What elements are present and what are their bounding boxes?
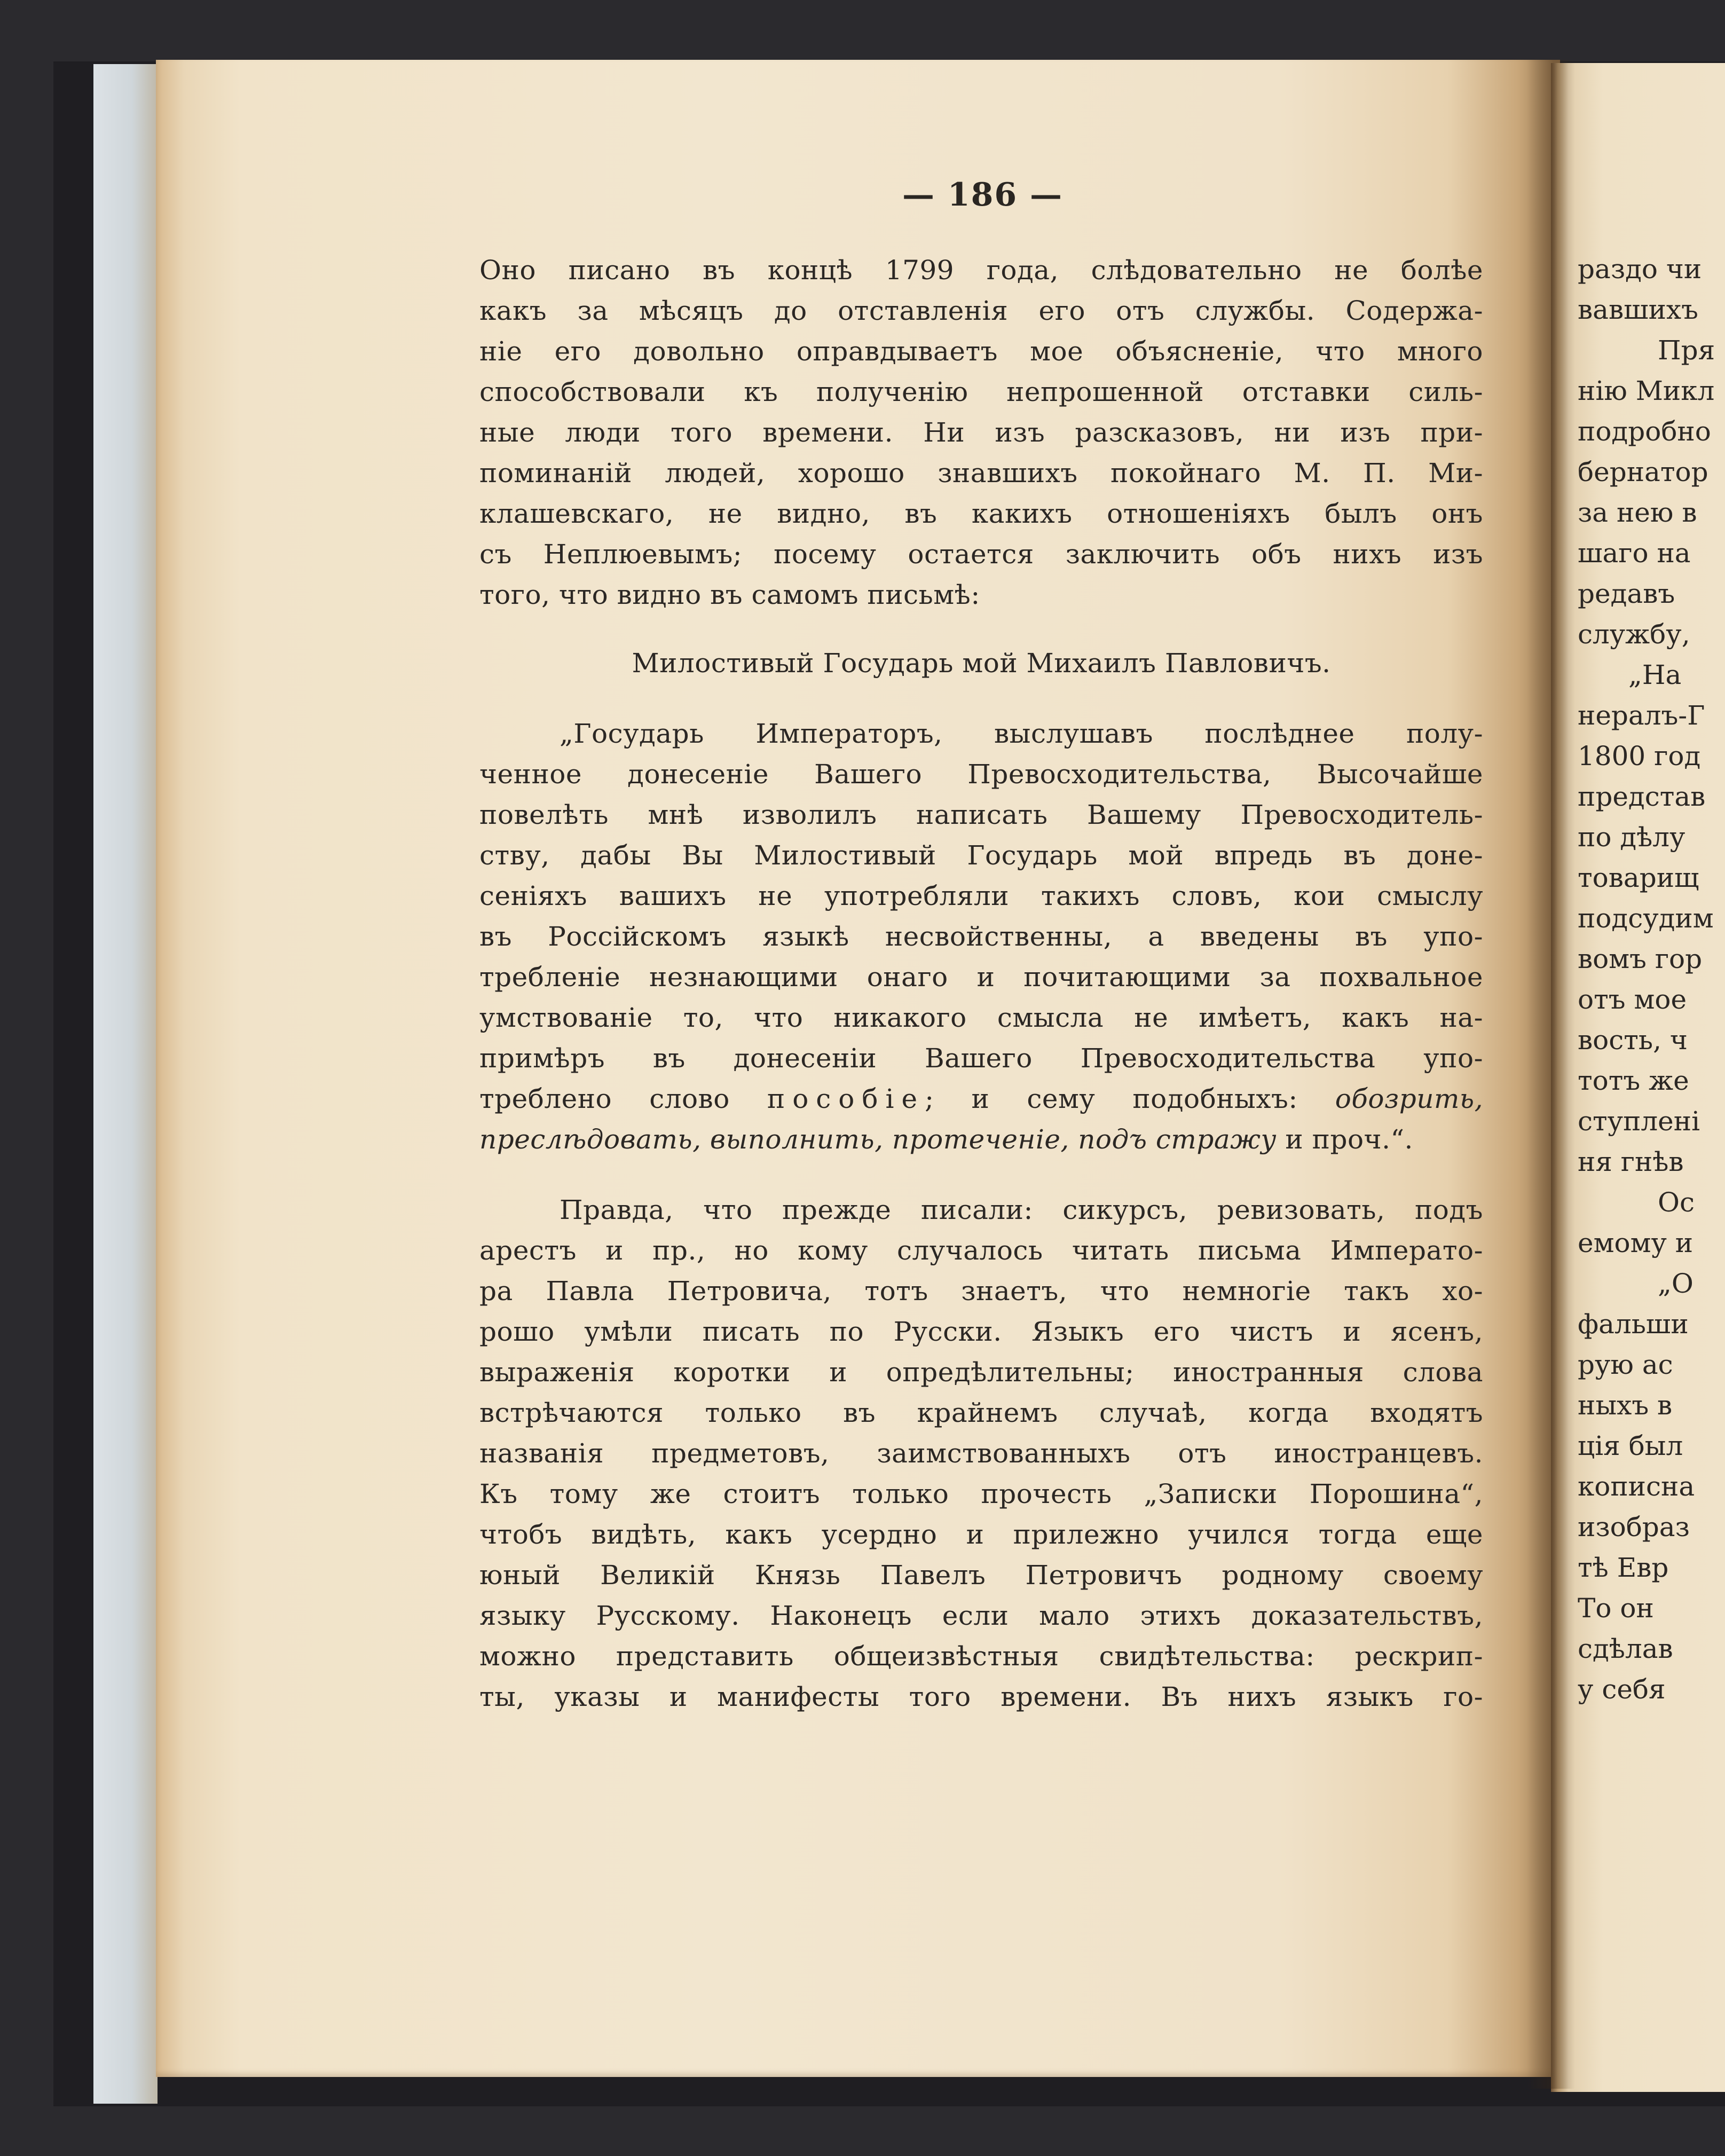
facing-line: То он bbox=[1578, 1593, 1654, 1624]
facing-line: изобраз bbox=[1578, 1512, 1690, 1543]
facing-line: по дѣлу bbox=[1578, 822, 1685, 853]
facing-line: ня гнѣв bbox=[1578, 1146, 1684, 1177]
facing-line: отъ мое bbox=[1578, 984, 1687, 1015]
facing-line: вавшихъ bbox=[1578, 294, 1698, 325]
text-line: можно представить общеизвѣстныя свидѣтельства: рескрип- bbox=[479, 1641, 1483, 1672]
letter-line: сеніяхъ вашихъ не употребляли такихъ словъ, кои смыслу bbox=[479, 880, 1483, 911]
facing-line: шаго на bbox=[1578, 538, 1691, 569]
letter-line: повелѣть мнѣ изволилъ написать Вашему Превосходитель- bbox=[479, 799, 1483, 830]
letter-line: ченное донесеніе Вашего Превосходительства, Высочайше bbox=[479, 759, 1483, 790]
letter-line: умствованіе то, что никакого смысла не имѣетъ, какъ на- bbox=[479, 1002, 1483, 1033]
facing-line: нію Микл bbox=[1578, 375, 1715, 406]
text-line: клашевскаго, не видно, въ какихъ отношеніяхъ былъ онъ bbox=[479, 498, 1483, 529]
facing-page-text bbox=[1578, 249, 1725, 1710]
text-line: ты, указы и манифесты того времени. Въ нихъ языкъ го- bbox=[479, 1681, 1483, 1712]
facing-line: подробно bbox=[1578, 416, 1711, 447]
facing-line: „На bbox=[1628, 659, 1682, 690]
facing-line: емому и bbox=[1578, 1227, 1694, 1258]
facing-line: „О bbox=[1658, 1268, 1694, 1299]
facing-line: службу, bbox=[1578, 619, 1690, 650]
facing-line: ныхъ в bbox=[1578, 1390, 1673, 1421]
facing-line: ція был bbox=[1578, 1430, 1683, 1461]
facing-line: нералъ-Г bbox=[1578, 700, 1705, 731]
text-line: языку Русскому. Наконецъ если мало этихъ доказательствъ, bbox=[479, 1600, 1483, 1631]
facing-line: Пря bbox=[1658, 335, 1715, 366]
text-line: юный Великій Князь Павелъ Петровичъ родному своему bbox=[479, 1560, 1483, 1591]
page-number: — 186 — bbox=[902, 176, 1064, 214]
facing-line: Ос bbox=[1658, 1187, 1695, 1218]
underlying-page-edge bbox=[93, 64, 157, 2104]
text-line: ные люди того времени. Ни изъ разсказовъ, ни изъ при- bbox=[479, 417, 1483, 448]
text-line: съ Неплюевымъ; посему остается заключить объ нихъ изъ bbox=[479, 539, 1483, 570]
facing-line: бернатор bbox=[1578, 457, 1708, 487]
letter-line-lead: треблено слово bbox=[479, 1083, 767, 1114]
letter-line bbox=[479, 1119, 1483, 1160]
text-line: выраженія коротки и опредѣлительны; иностранныя слова bbox=[479, 1357, 1483, 1388]
letter-line-mid: ; и сему подобныхъ: bbox=[925, 1083, 1335, 1114]
text-line: какъ за мѣсяцъ до отставленія его отъ службы. Содержа- bbox=[479, 295, 1483, 326]
book-gutter bbox=[1527, 60, 1575, 2089]
letter-line-tail: и проч.“. bbox=[1277, 1124, 1413, 1155]
facing-line: сдѣлав bbox=[1578, 1633, 1673, 1664]
letter-line: въ Россійскомъ языкѣ несвойственны, а введены въ упо- bbox=[479, 921, 1483, 952]
facing-line: товарищ bbox=[1578, 862, 1699, 893]
text-line: поминаній людей, хорошо знавшихъ покойнаго М. П. Ми- bbox=[479, 458, 1483, 489]
text-line: чтобъ видѣть, какъ усердно и прилежно учился тогда еще bbox=[479, 1519, 1483, 1550]
facing-line: за нею в bbox=[1578, 497, 1697, 528]
text-line: ніе его довольно оправдываетъ мое объясненіе, что много bbox=[479, 336, 1483, 367]
letter-line: примѣръ въ донесеніи Вашего Превосходительства упо- bbox=[479, 1043, 1483, 1074]
facing-line: 1800 год bbox=[1578, 741, 1701, 772]
text-line: способствовали къ полученію непрошенной отставки силь- bbox=[479, 376, 1483, 407]
italic-words: обозрить, bbox=[1335, 1083, 1483, 1114]
letter-line: ству, дабы Вы Милостивый Государь мой впредь въ доне- bbox=[479, 840, 1483, 871]
text-line: встрѣчаются только въ крайнемъ случаѣ, когда входятъ bbox=[479, 1397, 1483, 1428]
facing-line: редавъ bbox=[1578, 578, 1675, 609]
text-line: Къ тому же стоитъ только прочесть „Записки Порошина“, bbox=[479, 1478, 1483, 1509]
letter-line bbox=[479, 1079, 1483, 1119]
facing-line: у себя bbox=[1578, 1674, 1666, 1705]
text-line: Правда, что прежде писали: сикурсъ, ревизовать, подъ bbox=[560, 1194, 1483, 1225]
facing-line: рую ас bbox=[1578, 1349, 1673, 1380]
facing-line: подсудим bbox=[1578, 903, 1714, 934]
facing-line: фальши bbox=[1578, 1309, 1689, 1340]
facing-line: тѣ Евр bbox=[1578, 1552, 1669, 1583]
spaced-word: пособіе bbox=[767, 1083, 925, 1114]
facing-line: вомъ гор bbox=[1578, 943, 1703, 974]
text-line: названія предметовъ, заимствованныхъ отъ иностранцевъ. bbox=[479, 1438, 1483, 1469]
facing-line: тотъ же bbox=[1578, 1065, 1689, 1096]
facing-line: вость, ч bbox=[1578, 1025, 1688, 1056]
text-line: Оно писано въ концѣ 1799 года, слѣдовательно не болѣе bbox=[479, 255, 1483, 286]
letter-line: „Государь Императоръ, выслушавъ послѣднее полу- bbox=[560, 718, 1483, 749]
text-line: того, что видно въ самомъ письмѣ: bbox=[479, 579, 980, 610]
text-line: рошо умѣли писать по Русски. Языкъ его чистъ и ясенъ, bbox=[479, 1316, 1483, 1347]
italic-words: преслѣдовать, выполнить, протеченіе, подъ стражу bbox=[479, 1124, 1277, 1155]
text-line: ра Павла Петровича, тотъ знаетъ, что немногіе такъ хо- bbox=[479, 1276, 1483, 1307]
letter-line: требленіе незнающими онаго и почитающими за похвальное bbox=[479, 962, 1483, 993]
facing-line: кописна bbox=[1578, 1471, 1695, 1502]
facing-line: ступлені bbox=[1578, 1106, 1700, 1137]
facing-line: представ bbox=[1578, 781, 1706, 812]
text-line: арестъ и пр., но кому случалось читать письма Императо- bbox=[479, 1235, 1483, 1266]
facing-line: раздо чи bbox=[1578, 254, 1702, 285]
letter-salutation: Милостивый Государь мой Михаилъ Павловичъ. bbox=[632, 648, 1331, 679]
page-text bbox=[479, 250, 1483, 1717]
